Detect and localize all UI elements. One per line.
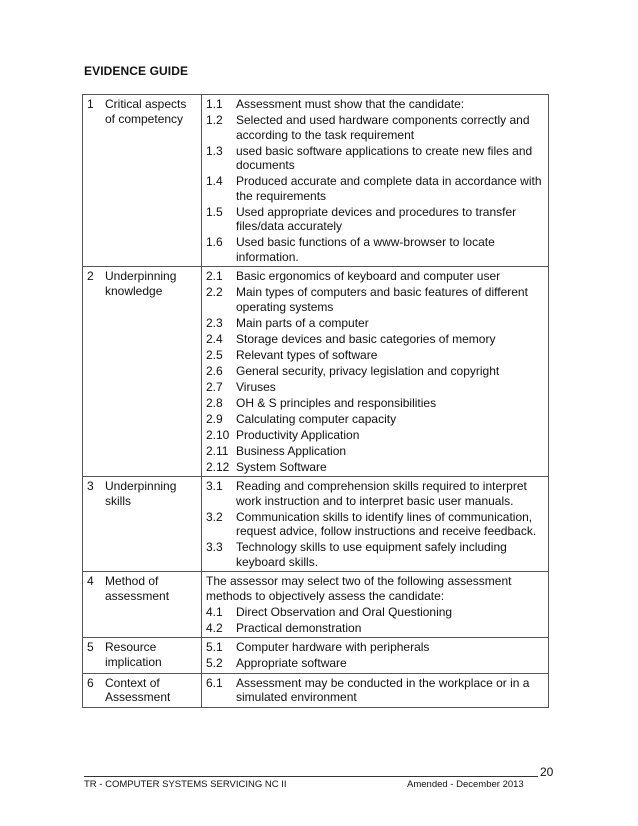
row-number: 4 — [83, 572, 102, 638]
item-text: Used appropriate devices and procedures to transfer files/data accurately — [236, 204, 517, 233]
list-item — [206, 540, 544, 569]
item-number: 4.1 — [206, 604, 223, 619]
item-number: 2.12 — [206, 459, 230, 474]
item-number: 1.2 — [206, 113, 223, 127]
row-content — [202, 673, 549, 707]
item-number: 2.2 — [206, 285, 223, 299]
list-item — [206, 205, 544, 234]
row-content — [202, 95, 549, 267]
list-item — [206, 428, 544, 443]
item-number: 1.1 — [206, 97, 223, 111]
evidence-guide-table — [82, 94, 549, 708]
item-text: Practical demonstration — [236, 620, 362, 635]
table-row — [83, 638, 549, 674]
item-number: 1.3 — [206, 143, 223, 158]
item-text: Business Application — [236, 443, 347, 458]
list-item — [206, 460, 544, 475]
item-number: 2.7 — [206, 379, 223, 394]
list-item — [206, 348, 544, 363]
item-number: 5.2 — [206, 656, 223, 670]
list-item — [206, 444, 544, 459]
row-label: Method of assessment — [101, 572, 202, 638]
list-item — [206, 396, 544, 411]
item-text: General security, privacy legislation and copyright — [236, 363, 500, 378]
row-number: 1 — [83, 95, 102, 267]
list-item — [206, 332, 544, 347]
item-number: 2.3 — [206, 315, 223, 330]
item-number: 3.1 — [206, 479, 223, 493]
item-text: Relevant types of software — [236, 347, 378, 362]
item-text: Communication skills to identify lines of communication, request advice, follow instructions and receive feedback. — [236, 509, 537, 538]
item-number: 3.2 — [206, 509, 223, 524]
footer-document-title: TR - COMPUTER SYSTEMS SERVICING NC II — [84, 779, 287, 790]
row-intro-text: The assessor may select two of the following assessment methods to objectively assess the candidate: — [206, 574, 512, 603]
list-item — [206, 113, 544, 142]
item-text: Appropriate software — [236, 656, 347, 670]
item-text: System Software — [236, 459, 327, 474]
table-row — [83, 477, 549, 572]
row-content — [202, 572, 549, 638]
table-row — [83, 572, 549, 638]
item-text: Calculating computer capacity — [236, 411, 397, 426]
table-row — [83, 673, 549, 707]
list-item — [206, 621, 544, 636]
footer-amended-date: Amended - December 2013 — [407, 779, 524, 790]
page-heading: EVIDENCE GUIDE — [84, 64, 189, 78]
item-text: Main parts of a computer — [236, 315, 369, 330]
item-text: used basic software applications to create new files and documents — [236, 143, 533, 172]
list-item — [206, 676, 544, 705]
item-number: 2.9 — [206, 411, 223, 426]
row-number: 2 — [83, 267, 102, 477]
list-item — [206, 316, 544, 331]
list-item — [206, 364, 544, 379]
item-text: Basic ergonomics of keyboard and computer user — [236, 269, 501, 283]
item-text: Produced accurate and complete data in accordance with the requirements — [236, 174, 542, 203]
table-row — [83, 267, 549, 477]
row-label: Underpinning skills — [101, 477, 202, 572]
list-item — [206, 479, 544, 508]
item-text: Assessment must show that the candidate: — [236, 97, 465, 111]
item-text: Direct Observation and Oral Questioning — [236, 604, 453, 619]
item-number: 1.5 — [206, 204, 223, 219]
list-item — [206, 656, 544, 671]
list-item — [206, 235, 544, 264]
item-number: 2.1 — [206, 269, 223, 283]
page-number: 20 — [540, 765, 554, 779]
item-text: Computer hardware with peripherals — [236, 640, 430, 654]
row-content — [202, 267, 549, 477]
table-row — [83, 95, 549, 267]
row-number: 5 — [83, 638, 102, 674]
row-label: Underpinning knowledge — [101, 267, 202, 477]
row-content — [202, 477, 549, 572]
list-item — [206, 285, 544, 314]
item-number: 1.6 — [206, 235, 223, 249]
item-text: Main types of computers and basic features of different operating systems — [236, 285, 528, 314]
item-number: 3.3 — [206, 540, 223, 554]
list-item — [206, 412, 544, 427]
row-number: 3 — [83, 477, 102, 572]
item-text: Storage devices and basic categories of memory — [236, 331, 496, 346]
item-text: Technology skills to use equipment safely including keyboard skills. — [236, 540, 507, 569]
row-content — [202, 638, 549, 674]
item-text: Selected and used hardware components correctly and according to the task requirement — [236, 113, 530, 142]
item-text: Viruses — [236, 379, 276, 394]
item-number: 4.2 — [206, 620, 223, 635]
row-label: Critical aspects of competency — [101, 95, 202, 267]
item-text: Assessment may be conducted in the workplace or in a simulated environment — [236, 675, 530, 704]
item-text: OH & S principles and responsibilities — [236, 395, 437, 410]
list-item — [206, 510, 544, 539]
item-number: 5.1 — [206, 640, 223, 654]
item-number: 2.5 — [206, 347, 223, 362]
list-item — [206, 97, 544, 112]
item-text: Reading and comprehension skills required to interpret work instruction and to interpret basic user manuals. — [236, 479, 527, 508]
item-number: 1.4 — [206, 174, 223, 188]
list-item — [206, 174, 544, 203]
evidence-guide-body — [83, 95, 549, 708]
item-number: 2.10 — [206, 427, 230, 442]
item-number: 6.1 — [206, 675, 223, 690]
item-text: Productivity Application — [236, 427, 360, 442]
item-text: Used basic functions of a www-browser to locate information. — [236, 235, 495, 264]
list-item — [206, 380, 544, 395]
list-item — [206, 605, 544, 620]
row-label: Resource implication — [101, 638, 202, 674]
footer-rule — [84, 776, 538, 777]
row-number: 6 — [83, 673, 102, 707]
row-label: Context of Assessment — [101, 673, 202, 707]
item-number: 2.11 — [206, 443, 229, 458]
list-item — [206, 640, 544, 655]
list-item — [206, 269, 544, 284]
item-number: 2.6 — [206, 363, 223, 378]
item-number: 2.4 — [206, 331, 223, 346]
list-item — [206, 144, 544, 173]
item-number: 2.8 — [206, 395, 223, 410]
